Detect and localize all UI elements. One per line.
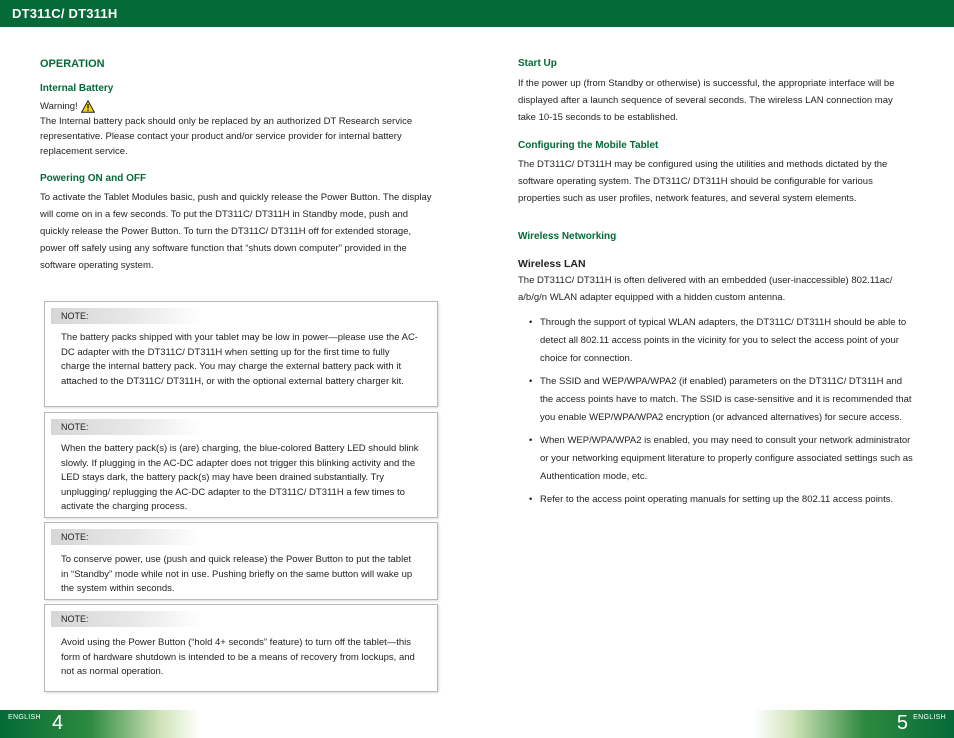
warning-triangle-icon: [81, 100, 95, 113]
startup-text: If the power up (from Standby or otherwise) is successful, the appropriate interface will be displayed after a launch sequence of several seconds. The wireless LAN connection may take 10-15 seconds to be established.: [518, 78, 895, 123]
note-label: NOTE:: [51, 611, 201, 627]
bullet-text: When WEP/WPA/WPA2 is enabled, you may need to consult your network administrator or your networking equipment literature to properly configure associated settings such as Authentication mode, etc.: [540, 435, 913, 482]
warning-label: Warning!: [40, 101, 78, 112]
powering-text: To activate the Tablet Modules basic, push and quickly release the Power Button. The display will come on in a few seconds. To put the DT311C/ DT311H in Standby mode, push and quickly release the Power Button. To turn the DT311C/ DT311H off for extended storage, power off safely using any software function that “shuts down computer” provided in the software operating system.: [40, 192, 432, 271]
right-column: [518, 58, 913, 514]
document-title: DT311C/ DT311H: [12, 6, 118, 21]
page-number: 5: [896, 712, 908, 734]
note-text: To conserve power, use (push and quick release) the Power Button to put the tablet in “Standby” mode while not in use. Pushing briefly on the same button will wake up the system within seconds.: [61, 554, 413, 594]
wireless-lan-text: The DT311C/ DT311H is often delivered with an embedded (user-inaccessible) 802.11ac/ a/b/g/n WLAN adapter equipped with a hidden custom antenna.: [518, 275, 893, 303]
list-item: [518, 314, 913, 368]
config-text: The DT311C/ DT311H may be configured using the utilities and methods dictated by the software operating system. The DT311C/ DT311H should be configurable for various properties such as user profiles, network features, and several system elements.: [518, 159, 888, 204]
footer-right: [754, 710, 954, 738]
operation-heading: OPERATION: [40, 58, 105, 70]
note-box-power-button: [44, 604, 438, 692]
bullet-text: The SSID and WEP/WPA/WPA2 (if enabled) parameters on the DT311C/ DT311H and the access points have to match. The SSID is case-sensitive and it is recommended that you enable WEP/WPA/WPA2 encryption (or advanced alternatives) for secure access.: [540, 376, 912, 423]
warning-row: [40, 99, 438, 114]
list-item: [518, 491, 913, 509]
bullet-marker: •: [529, 376, 533, 387]
note-box-charging: [44, 412, 438, 518]
internal-battery-text: The Internal battery pack should only be replaced by an authorized DT Research service representative. Please contact your product and/or service provider for internal battery replacement service.: [40, 116, 413, 157]
note-text: When the battery pack(s) is (are) charging, the blue-colored Battery LED should blink slowly. If plugging in the AC-DC adapter does not trigger this blinking activity and the LED stays dark, the battery pack(s) may have been drained substantially. Try unplugging/ replugging the AC-DC adapter to the DT311C/ DT311H a few times to activate the charging process.: [61, 443, 419, 512]
footer-language-label: ENGLISH: [913, 714, 946, 721]
note-label: NOTE:: [51, 419, 201, 435]
config-heading: Configuring the Mobile Tablet: [518, 140, 659, 151]
bullet-text: Through the support of typical WLAN adapters, the DT311C/ DT311H should be able to detect all 802.11 access points in the vicinity for you to select the access point of your choice for connection.: [540, 317, 907, 364]
header-bar: [0, 0, 954, 27]
note-text: Avoid using the Power Button (“hold 4+ seconds” feature) to turn off the tablet—this form of hardware shutdown is intended to be a means of recovery from lockups, and not as normal operation.: [61, 637, 415, 677]
note-box-battery-low: [44, 301, 438, 407]
bullet-marker: •: [529, 317, 533, 328]
footer-language-label: ENGLISH: [8, 714, 41, 721]
bullet-text: Refer to the access point operating manuals for setting up the 802.11 access points.: [540, 494, 894, 505]
wireless-networking-heading: Wireless Networking: [518, 231, 617, 242]
bullet-marker: •: [529, 494, 533, 505]
note-label: NOTE:: [51, 308, 201, 324]
wireless-lan-heading: Wireless LAN: [518, 258, 586, 270]
startup-heading: Start Up: [518, 58, 557, 69]
footer-left: [0, 710, 200, 738]
note-label: NOTE:: [51, 529, 201, 545]
powering-heading: Powering ON and OFF: [40, 173, 147, 184]
note-box-standby: [44, 522, 438, 600]
list-item: [518, 432, 913, 486]
note-text: The battery packs shipped with your tablet may be low in power—please use the AC-DC adapter with the DT311C/ DT311H when setting up for the first time to fully charge the internal battery pack. You may charge the external battery pack with it attached to the DT311C/ DT311H, or with the optional external battery charger kit.: [61, 332, 418, 387]
list-item: [518, 373, 913, 427]
bullet-marker: •: [529, 435, 533, 446]
left-column: [40, 58, 438, 274]
wlan-bullet-list: [518, 314, 913, 509]
page-number: 4: [52, 712, 64, 734]
internal-battery-heading: Internal Battery: [40, 83, 114, 94]
